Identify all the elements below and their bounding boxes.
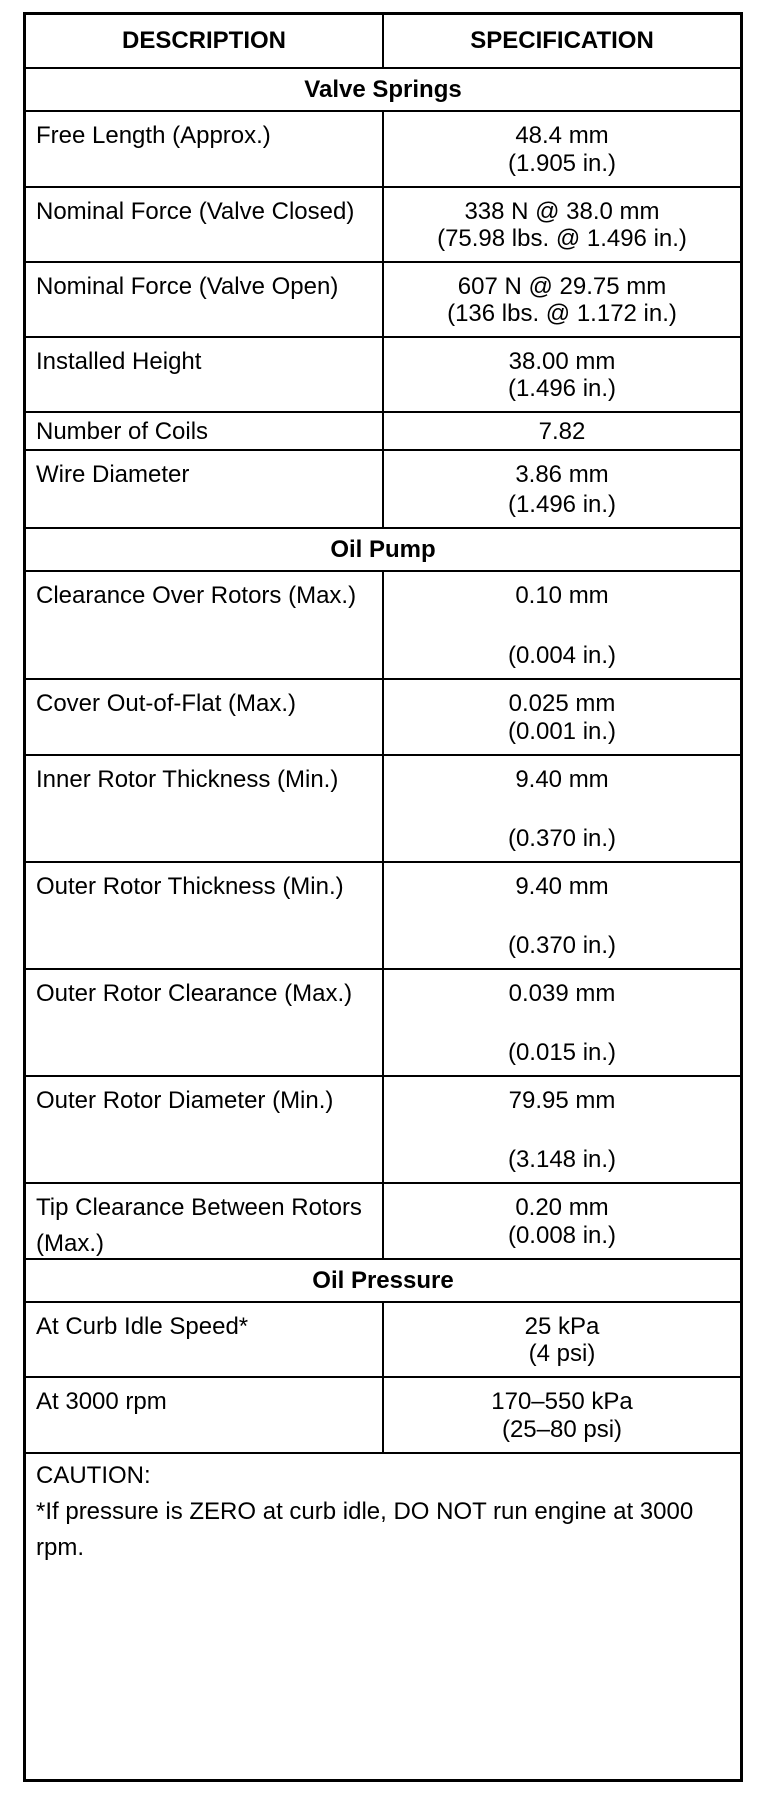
spec-imperial: (0.008 in.) (507, 1222, 617, 1249)
section-valve-springs: Valve Springs (26, 67, 740, 110)
row-spec (384, 263, 740, 336)
spec-imperial: (75.98 lbs. @ 1.496 in.) (437, 225, 687, 252)
row-spec (384, 970, 740, 1075)
table-row (26, 1376, 740, 1452)
section-oil-pump: Oil Pump (26, 527, 740, 570)
row-spec (384, 572, 740, 678)
spec-imperial: (0.001 in.) (507, 718, 617, 745)
spec-metric: 9.40 mm (515, 766, 609, 793)
spec-table (23, 12, 743, 1782)
row-description: Nominal Force (Valve Closed) (26, 188, 384, 261)
spec-imperial: (1.496 in.) (507, 491, 617, 518)
header-specification: SPECIFICATION (470, 27, 654, 54)
table-row (26, 861, 740, 968)
row-spec (384, 680, 740, 754)
row-description: At Curb Idle Speed* (26, 1303, 384, 1376)
row-spec (384, 1303, 740, 1376)
table-row (26, 1301, 740, 1376)
table-row (26, 754, 740, 861)
row-description: At 3000 rpm (26, 1378, 384, 1452)
table-header (26, 15, 740, 67)
spec-metric: 48.4 mm (515, 122, 609, 149)
spec-imperial: (0.370 in.) (507, 825, 617, 852)
header-description: DESCRIPTION (26, 15, 384, 67)
spec-metric: 3.86 mm (515, 461, 609, 488)
row-description: Outer Rotor Clearance (Max.) (26, 970, 384, 1075)
spec-metric: 38.00 mm (508, 348, 616, 375)
table-row (26, 1182, 740, 1258)
row-description: Installed Height (26, 338, 384, 411)
spec-metric: 0.20 mm (515, 1194, 609, 1221)
caution-note (26, 1452, 740, 1779)
table-row (26, 570, 740, 678)
spec-imperial: (25–80 psi) (501, 1416, 623, 1443)
row-description: Inner Rotor Thickness (Min.) (26, 756, 384, 861)
table-row (26, 261, 740, 336)
spec-imperial: (1.905 in.) (507, 150, 617, 177)
row-spec (384, 413, 740, 449)
row-description: Nominal Force (Valve Open) (26, 263, 384, 336)
row-spec (384, 188, 740, 261)
caution-text: *If pressure is ZERO at curb idle, DO NOT run engine at 3000 rpm. (36, 1498, 694, 1561)
spec-metric: 79.95 mm (508, 1087, 616, 1114)
row-description: Tip Clearance Between Rotors (Max.) (26, 1184, 384, 1258)
row-description: Outer Rotor Thickness (Min.) (26, 863, 384, 968)
table-row (26, 678, 740, 754)
spec-metric: 607 N @ 29.75 mm (457, 273, 667, 300)
row-description: Cover Out-of-Flat (Max.) (26, 680, 384, 754)
spec-metric: 0.039 mm (508, 980, 616, 1007)
row-spec (384, 756, 740, 861)
spec-imperial: (0.370 in.) (507, 932, 617, 959)
spec-imperial: (3.148 in.) (507, 1146, 617, 1173)
row-description: Clearance Over Rotors (Max.) (26, 572, 384, 678)
row-spec (384, 451, 740, 527)
table-row (26, 186, 740, 261)
caution-label: CAUTION: (36, 1462, 151, 1489)
row-spec (384, 863, 740, 968)
spec-metric: 170–550 kPa (491, 1388, 633, 1415)
table-row (26, 1075, 740, 1182)
table-row (26, 336, 740, 411)
spec-imperial: (136 lbs. @ 1.172 in.) (447, 300, 677, 327)
row-description: Outer Rotor Diameter (Min.) (26, 1077, 384, 1182)
spec-metric: 9.40 mm (515, 873, 609, 900)
spec-imperial: (1.496 in.) (507, 375, 617, 402)
row-description: Number of Coils (26, 413, 384, 449)
row-spec (384, 1378, 740, 1452)
spec-imperial: (0.004 in.) (507, 642, 617, 669)
row-description: Free Length (Approx.) (26, 112, 384, 186)
table-row (26, 411, 740, 449)
caution-box (26, 1454, 740, 1779)
table-row (26, 110, 740, 186)
spec-metric: 338 N @ 38.0 mm (464, 198, 660, 225)
row-description: Wire Diameter (26, 451, 384, 527)
table-row (26, 968, 740, 1075)
spec-imperial: (0.015 in.) (507, 1039, 617, 1066)
table-row (26, 449, 740, 527)
spec-imperial: (4 psi) (528, 1340, 596, 1367)
row-spec (384, 338, 740, 411)
spec-metric: 0.10 mm (515, 582, 609, 609)
row-spec (384, 1077, 740, 1182)
section-oil-pressure: Oil Pressure (26, 1258, 740, 1301)
row-spec (384, 112, 740, 186)
spec-metric: 7.82 (538, 418, 586, 445)
row-spec (384, 1184, 740, 1258)
spec-metric: 25 kPa (524, 1313, 600, 1340)
spec-metric: 0.025 mm (508, 690, 616, 717)
